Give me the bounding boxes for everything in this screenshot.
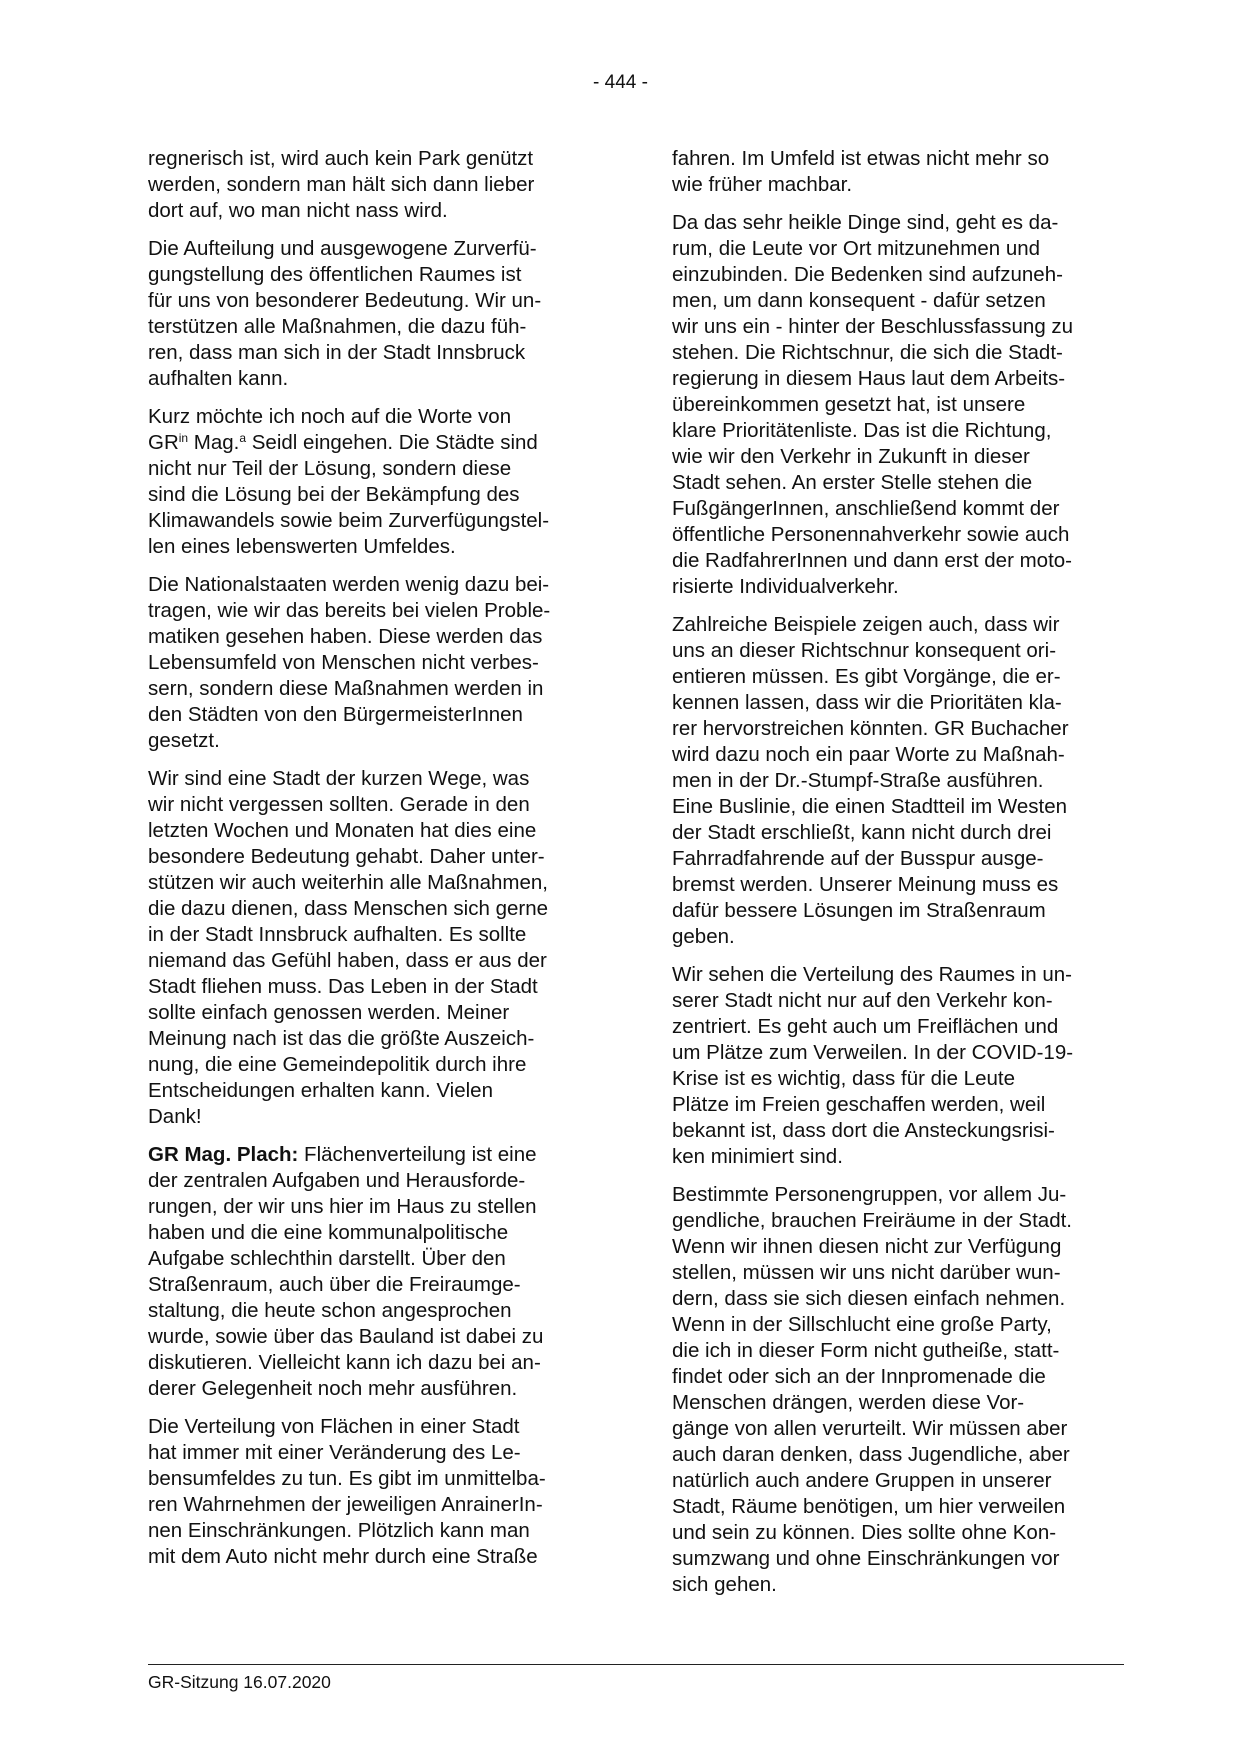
paragraph: Wir sehen die Verteilung des Raumes in un- serer Stadt nicht nur auf den Verkehr kon- zentriert. Es geht auch um Freiflächen und um Plätze zum Verweilen. In der COVID-19- Krise ist es wichtig, dass für die Leute Plätze im Freien geschaffen werden, weil bekannt ist, dass dort die Ansteckungsrisi- ken minimiert sind. bbox=[672, 963, 1074, 1168]
paragraph-text: Flächenverteilung ist eine der zentralen Aufgaben und Herausforde- rungen, der wir uns hier im Haus zu stellen haben und die eine kommunalpolitische Aufgabe schlechthin darstellt. Über den Straßenraum, auch über die Freiraumge- staltung, die heute schon angesprochen wurde, sowie über das Bauland ist dabei zu diskutieren. Vielleicht kann ich dazu bei an- derer Gelegenheit noch mehr ausführen. bbox=[148, 1143, 544, 1400]
paragraph: Die Nationalstaaten werden wenig dazu bei- tragen, wie wir das bereits bei vielen Proble- matiken gesehen haben. Diese werden das Lebensumfeld von Menschen nicht verbes- sern, sondern diese Maßnahmen werden in den Städten von den BürgermeisterInnen gesetzt. bbox=[148, 573, 551, 752]
paragraph-text: Kurz möchte ich noch auf die Worte von GR bbox=[148, 405, 512, 454]
paragraph: Da das sehr heikle Dinge sind, geht es da- rum, die Leute vor Ort mitzunehmen und einzubinden. Die Bedenken sind aufzuneh- men, um dann konsequent - dafür setzen wir uns ein - hinter der Beschlussfassung zu stehen. Die Richtschnur, die sich die Stadt- regierung in diesem Haus laut dem Arbeits- übereinkommen gesetzt hat, ist unsere klare Prioritätenliste. Das ist die Richtung, wie wir den Verkehr in Zukunft in dieser Stadt sehen. An erster Stelle stehen die FußgängerInnen, anschließend kommt der öffentliche Personennahverkehr sowie auch die RadfahrerInnen und dann erst der moto- risierte Individualverkehr. bbox=[672, 211, 1074, 598]
left-column bbox=[148, 146, 596, 1582]
paragraph: Wir sind eine Stadt der kurzen Wege, was wir nicht vergessen sollten. Gerade in den letzten Wochen und Monaten hat dies eine besondere Bedeutung gehabt. Daher unter- stützen wir auch weiterhin alle Maßnahmen, die dazu dienen, dass Menschen sich gerne in der Stadt Innsbruck aufhalten. Es sollte niemand das Gefühl haben, dass er aus der Stadt fliehen muss. Das Leben in der Stadt sollte einfach genossen werden. Meiner Meinung nach ist das die größte Auszeich- nung, die eine Gemeindepolitik durch ihre Entscheidungen erhalten kann. Vielen Dank! bbox=[148, 767, 549, 1128]
paragraph bbox=[148, 404, 596, 560]
footer-divider bbox=[148, 1664, 1124, 1665]
paragraph: fahren. Im Umfeld ist etwas nicht mehr so wie früher machbar. bbox=[672, 147, 1050, 196]
paragraph-text: Seidl eingehen. Die Städte sind nicht nur Teil der Lösung, sondern diese sind die Lösung bei der Bekämpfung des Klimawandels sowie beim Zurverfügungstel- len eines lebenswerten Umfeldes. bbox=[148, 431, 550, 558]
paragraph: Die Verteilung von Flächen in einer Stadt hat immer mit einer Veränderung des Le- bensumfeldes zu tun. Es gibt im unmittelba- ren Wahrnehmen der jeweiligen AnrainerIn- nen Einschränkungen. Plötzlich kann man mit dem Auto nicht mehr durch eine Straße bbox=[148, 1415, 546, 1568]
paragraph: Zahlreiche Beispiele zeigen auch, dass wir uns an dieser Richtschnur konsequent ori- entieren müssen. Es gibt Vorgänge, die er- kennen lassen, dass wir die Prioritäten kla- rer hervorstreichen könnten. GR Buchacher wird dazu noch ein paar Worte zu Maßnah- men in der Dr.-Stumpf-Straße ausführen. Eine Buslinie, die einen Stadtteil im Westen der Stadt erschließt, kann nicht durch drei Fahrradfahrende auf der Busspur ausge- bremst werden. Unserer Meinung muss es dafür bessere Lösungen im Straßenraum geben. bbox=[672, 613, 1069, 948]
paragraph: regnerisch ist, wird auch kein Park genützt werden, sondern man hält sich dann lieber dort auf, wo man nicht nass wird. bbox=[148, 147, 535, 222]
right-column bbox=[672, 146, 1120, 1610]
superscript: a bbox=[239, 431, 247, 445]
page-number: - 444 - bbox=[593, 72, 648, 93]
paragraph: Bestimmte Personengruppen, vor allem Ju- gendliche, brauchen Freiräume in der Stadt. Wenn wir ihnen diesen nicht zur Verfügung stellen, müssen wir uns nicht darüber wun- dern, dass sie sich diesen einfach nehmen. Wenn in der Sillschlucht eine große Party, die ich in dieser Form nicht gutheiße, statt- findet oder sich an der Innpromenade die Menschen drängen, werden diese Vor- gänge von allen verurteilt. Wir müssen aber auch daran denken, dass Jugendliche, aber natürlich auch andere Gruppen in unserer Stadt, Räume benötigen, um hier verweilen und sein zu können. Dies sollte ohne Kon- sumzwang und ohne Einschränkungen vor sich gehen. bbox=[672, 1183, 1072, 1596]
paragraph bbox=[148, 1142, 596, 1402]
footer-session-date: GR-Sitzung 16.07.2020 bbox=[148, 1672, 331, 1692]
superscript: in bbox=[178, 431, 189, 445]
speaker-name: GR Mag. Plach: bbox=[148, 1143, 299, 1166]
paragraph-text: Mag. bbox=[188, 431, 240, 454]
paragraph: Die Aufteilung und ausgewogene Zurverfü- gungstellung des öffentlichen Raumes ist für uns von besonderer Bedeutung. Wir un- terstützen alle Maßnahmen, die dazu füh- ren, dass man sich in der Stadt Innsbruck aufhalten kann. bbox=[148, 237, 542, 390]
